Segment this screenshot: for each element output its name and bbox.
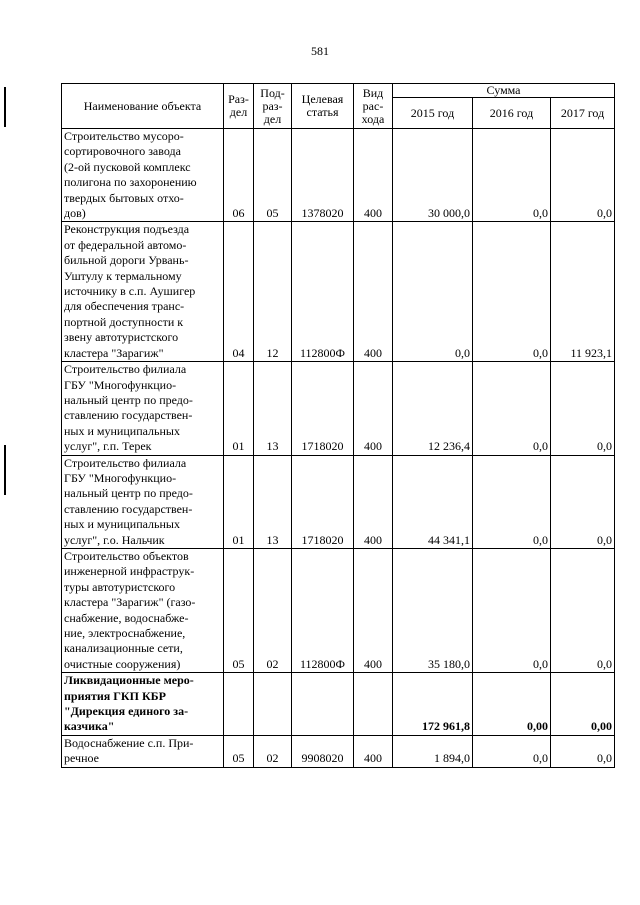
cell-2015: 0,0 (393, 222, 473, 362)
cell-name: Водоснабжение с.п. При- речное (62, 735, 224, 767)
cell-razdel: 05 (224, 548, 254, 672)
cell-2016: 0,00 (473, 673, 551, 736)
cell-target: 1718020 (292, 455, 354, 548)
cell-target: 9908020 (292, 735, 354, 767)
table-row (62, 129, 615, 222)
cell-razdel: 01 (224, 362, 254, 455)
cell-2015: 1 894,0 (393, 735, 473, 767)
cell-expense: 400 (354, 735, 393, 767)
table-row (62, 222, 615, 362)
cell-2016: 0,0 (473, 362, 551, 455)
cell-target: 1718020 (292, 362, 354, 455)
cell-2015: 35 180,0 (393, 548, 473, 672)
cell-2015: 12 236,4 (393, 362, 473, 455)
margin-mark-middle (4, 445, 6, 495)
cell-name: Строительство филиала ГБУ "Многофункцио- нальный центр по предо- ставлению государствен- ных и муниципальных услуг", г.о. Нальчик (62, 455, 224, 548)
cell-2016: 0,0 (473, 735, 551, 767)
cell-2015: 30 000,0 (393, 129, 473, 222)
cell-podrazdel: 02 (254, 735, 292, 767)
cell-podrazdel (254, 673, 292, 736)
page-number: 581 (311, 44, 329, 58)
cell-2017: 0,0 (551, 455, 615, 548)
table-row (62, 455, 615, 548)
table-row (62, 735, 615, 767)
col-expense-header: Вид рас- хода (354, 84, 393, 129)
cell-name: Строительство объектов инженерной инфраструк- туры автотуристского кластера "Зарагиж" (газо- снабжение, водоснабже- ние, электроснабжение, канализационные сети, очистные сооружения) (62, 548, 224, 672)
cell-2016: 0,0 (473, 129, 551, 222)
col-2015-header: 2015 год (393, 98, 473, 129)
cell-expense (354, 673, 393, 736)
cell-razdel: 06 (224, 129, 254, 222)
cell-expense: 400 (354, 362, 393, 455)
cell-podrazdel: 12 (254, 222, 292, 362)
cell-podrazdel: 05 (254, 129, 292, 222)
cell-name: Реконструкция подъезда от федеральной автомо- бильной дороги Урвань- Уштулу к термальному источнику в с.п. Аушигер для обеспечения транс- портной доступности к звену автотуристского кластера "Зарагиж" (62, 222, 224, 362)
table-row (62, 673, 615, 736)
cell-expense: 400 (354, 222, 393, 362)
margin-mark-top (4, 87, 6, 127)
cell-2017: 0,00 (551, 673, 615, 736)
cell-expense: 400 (354, 455, 393, 548)
cell-expense: 400 (354, 129, 393, 222)
cell-2017: 0,0 (551, 548, 615, 672)
cell-razdel (224, 673, 254, 736)
cell-2017: 0,0 (551, 735, 615, 767)
col-name-header: Наименование объекта (62, 84, 224, 129)
cell-2017: 0,0 (551, 362, 615, 455)
table-row (62, 362, 615, 455)
cell-target: 112800Ф (292, 548, 354, 672)
cell-expense: 400 (354, 548, 393, 672)
table-body (62, 129, 615, 768)
objects-table (61, 83, 615, 768)
cell-name: Строительство филиала ГБУ "Многофункцио- нальный центр по предо- ставлению государствен- ных и муниципальных услуг", г.п. Терек (62, 362, 224, 455)
cell-2015: 172 961,8 (393, 673, 473, 736)
cell-podrazdel: 02 (254, 548, 292, 672)
col-podrazdel-header: Под- раз- дел (254, 84, 292, 129)
cell-podrazdel: 13 (254, 362, 292, 455)
cell-target: 112800Ф (292, 222, 354, 362)
cell-2016: 0,0 (473, 455, 551, 548)
cell-name: Строительство мусоро- сортировочного завода (2-ой пусковой комплекс полигона по захоронению твердых бытовых отхо- дов) (62, 129, 224, 222)
cell-target (292, 673, 354, 736)
col-sum-header: Сумма (393, 84, 615, 98)
col-target-header: Целевая статья (292, 84, 354, 129)
cell-target: 1378020 (292, 129, 354, 222)
cell-2017: 11 923,1 (551, 222, 615, 362)
cell-razdel: 01 (224, 455, 254, 548)
cell-podrazdel: 13 (254, 455, 292, 548)
cell-2016: 0,0 (473, 548, 551, 672)
cell-2016: 0,0 (473, 222, 551, 362)
col-razdel-header: Раз- дел (224, 84, 254, 129)
cell-2017: 0,0 (551, 129, 615, 222)
col-2016-header: 2016 год (473, 98, 551, 129)
table-row (62, 548, 615, 672)
cell-name: Ликвидационные меро- приятия ГКП КБР "Дирекция единого за- казчика" (62, 673, 224, 736)
col-2017-header: 2017 год (551, 98, 615, 129)
cell-razdel: 04 (224, 222, 254, 362)
cell-2015: 44 341,1 (393, 455, 473, 548)
cell-razdel: 05 (224, 735, 254, 767)
